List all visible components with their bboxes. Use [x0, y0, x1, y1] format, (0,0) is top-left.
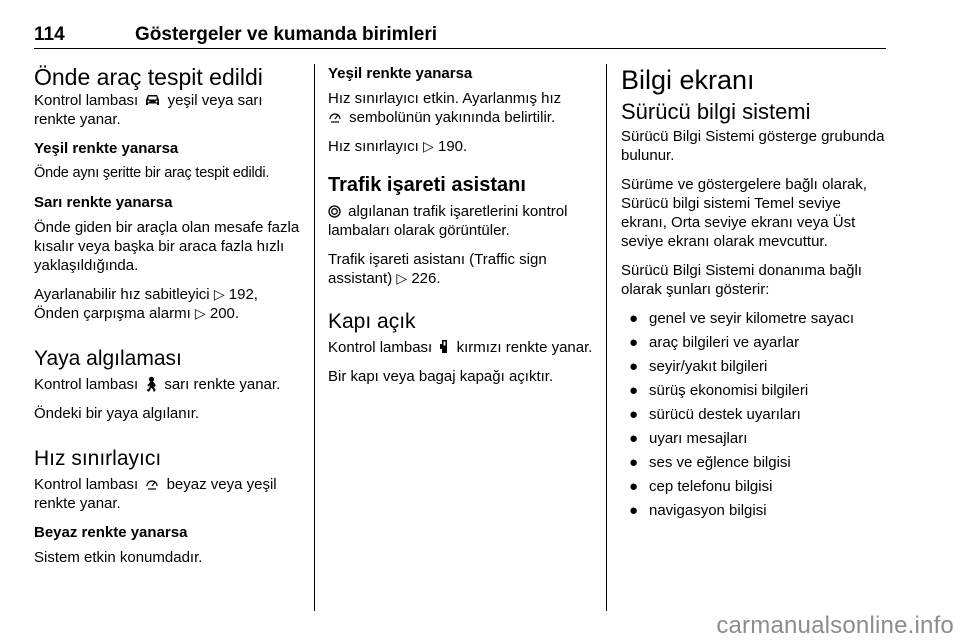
list-item: ● uyarı mesajları — [629, 430, 748, 447]
paragraph: algılanan trafik işaretlerini kontrol lambaları olarak görüntüler. — [328, 203, 568, 239]
subsection-title-driver-info: Sürücü bilgi sistemi — [621, 99, 811, 124]
paragraph: Kontrol lambası kırmızı renkte yanar. — [328, 339, 593, 356]
list-item: ● araç bilgileri ve ayarlar — [629, 334, 800, 351]
subheading-green: Yeşil renkte yanarsa — [34, 140, 179, 157]
bullet-icon: ● — [629, 454, 639, 471]
list-item: ● cep telefonu bilgisi — [629, 478, 773, 495]
paragraph: Sürücü Bilgi Sistemi donanıma bağlı olarak şunları gösterir: — [621, 262, 862, 298]
list-item: ● seyir/yakıt bilgileri — [629, 358, 768, 375]
section-title-traffic-sign: Trafik işareti asistanı — [328, 174, 526, 196]
traffic-sign-icon — [328, 205, 341, 218]
paragraph: Sürüme ve göstergelere bağlı olarak, Sürücü bilgi sistemi Temel seviye ekranı, Orta seviye ekranı veya Üst seviye ekranı olarak mevcuttur. — [621, 176, 867, 250]
section-title-door-open: Kapı açık — [328, 310, 416, 333]
page-number: 114 — [34, 24, 65, 45]
bullet-icon: ● — [629, 382, 639, 399]
paragraph: Hız sınırlayıcı etkin. Ayarlanmış hız sembolünün yakınında belirtilir. — [328, 90, 562, 126]
list-item: ● sürüş ekonomisi bilgileri — [629, 382, 809, 399]
subheading-green: Yeşil renkte yanarsa — [328, 65, 473, 82]
paragraph: Önde aynı şeritte bir araç tespit edildi. — [34, 165, 270, 181]
bullet-icon: ● — [629, 478, 639, 495]
column-divider — [606, 64, 607, 611]
subheading-white: Beyaz renkte yanarsa — [34, 524, 188, 541]
bullet-icon: ● — [629, 502, 639, 519]
paragraph: Önde giden bir araçla olan mesafe fazla kısalır veya başka bir araca fazla hızlı yaklaşıldığında. — [34, 219, 300, 274]
paragraph: Öndeki bir yaya algılanır. — [34, 405, 200, 422]
column-middle — [328, 64, 594, 396]
column-right — [621, 64, 889, 525]
list-item: ● navigasyon bilgisi — [629, 502, 767, 519]
car-front-icon — [145, 94, 160, 106]
column-left — [34, 64, 306, 577]
paragraph: Kontrol lambası yeşil veya sarı renkte yanar. — [34, 92, 263, 128]
page-header — [34, 24, 886, 49]
page-header-title: Göstergeler ve kumanda birimleri — [135, 24, 438, 45]
cross-reference: Hız sınırlayıcı ▷ 190. — [328, 138, 468, 155]
bullet-icon: ● — [629, 310, 639, 327]
paragraph: Sistem etkin konumdadır. — [34, 549, 203, 566]
list-item: ● genel ve seyir kilometre sayacı — [629, 310, 855, 327]
cross-reference: Ayarlanabilir hız sabitleyici ▷ 192, Önden çarpışma alarmı ▷ 200. — [34, 286, 258, 322]
bullet-icon: ● — [629, 334, 639, 351]
column-divider — [314, 64, 315, 611]
paragraph: Bir kapı veya bagaj kapağı açıktır. — [328, 368, 554, 385]
bullet-icon: ● — [629, 358, 639, 375]
cross-reference: Trafik işareti asistanı (Traffic sign assistant) ▷ 226. — [328, 251, 547, 287]
feature-list — [621, 309, 889, 520]
paragraph: Kontrol lambası beyaz veya yeşil renkte yanar. — [34, 476, 277, 512]
reference-arrow-icon: ▷ — [423, 138, 434, 154]
section-title-vehicle-detected: Önde araç tespit edildi — [34, 64, 263, 90]
section-title-info-display: Bilgi ekranı — [621, 65, 755, 95]
list-item: ● sürücü destek uyarıları — [629, 406, 801, 423]
bullet-icon: ● — [629, 406, 639, 423]
door-open-icon — [439, 339, 449, 354]
speed-limiter-icon — [145, 477, 159, 491]
bullet-icon: ● — [629, 430, 639, 447]
list-item: ● ses ve eğlence bilgisi — [629, 454, 791, 471]
reference-arrow-icon: ▷ — [213, 286, 225, 302]
reference-arrow-icon: ▷ — [194, 305, 206, 321]
pedestrian-icon: 🚶︎ — [142, 376, 161, 392]
reference-arrow-icon: ▷ — [396, 270, 408, 286]
speed-limiter-icon — [328, 110, 342, 124]
watermark: carmanualsonline.info — [716, 612, 954, 639]
subheading-yellow: Sarı renkte yanarsa — [34, 194, 173, 211]
section-title-speed-limiter: Hız sınırlayıcı — [34, 447, 162, 470]
section-title-pedestrian: Yaya algılaması — [34, 347, 182, 370]
paragraph: Kontrol lambası 🚶︎ sarı renkte yanar. — [34, 376, 281, 393]
paragraph: Sürücü Bilgi Sistemi gösterge grubunda bulunur. — [621, 128, 885, 164]
